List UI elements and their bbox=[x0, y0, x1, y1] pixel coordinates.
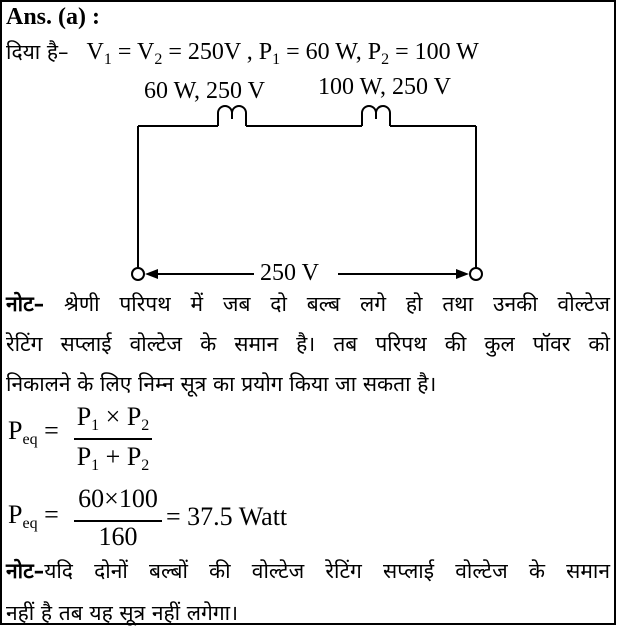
arrow-left-head-icon bbox=[145, 269, 158, 279]
formula1-denominator: $P_1 + P_2$ bbox=[76, 442, 150, 474]
formula2-denominator: 160 bbox=[98, 522, 138, 551]
bulb1-label: 60 W, 250 V bbox=[144, 78, 265, 104]
v2-subscript: 2 bbox=[154, 51, 163, 68]
formula1-fraction-bar bbox=[74, 438, 152, 440]
series-circuit-diagram bbox=[2, 2, 614, 292]
note2-paragraph bbox=[6, 550, 610, 634]
bulb1-icon bbox=[218, 106, 246, 126]
note2-prefix: नोट– bbox=[6, 559, 45, 583]
v-symbol: V bbox=[86, 39, 104, 65]
note1-prefix: नोट– bbox=[6, 292, 45, 316]
bulb2-icon bbox=[362, 106, 390, 126]
note2-line1: नोट–यदि दोनों बल्बों की वोल्टेज रेटिंग सप्लाई वोल्टेज के समान bbox=[6, 559, 610, 583]
note1-line2: रेटिंग सप्लाई वोल्टेज के समान है। तब परिपथ की कुल पॉवर को bbox=[6, 332, 610, 356]
arrow-right-head-icon bbox=[456, 269, 469, 279]
supply-voltage-label: 250 V bbox=[260, 260, 319, 286]
v-symbol: V bbox=[137, 39, 155, 65]
note1-paragraph bbox=[6, 284, 610, 404]
note1-line1: नोट– श्रेणी परिपथ में जब दो बल्ब लगे हो तथा उनकी वोल्टेज bbox=[6, 292, 610, 316]
formula2-numerator: 60×100 bbox=[78, 484, 158, 513]
formula2-result: = 37.5 Watt bbox=[166, 502, 288, 531]
p2-subscript: 2 bbox=[381, 51, 390, 68]
given-label: दिया है– bbox=[6, 40, 69, 64]
p-symbol: P bbox=[258, 39, 273, 65]
p2-value: = 100 W bbox=[389, 39, 479, 65]
right-terminal-icon bbox=[470, 268, 482, 280]
note1-line3: निकालने के लिए निम्न सूत्र का प्रयोग किया जा सकता है। bbox=[6, 372, 437, 396]
p-symbol: P bbox=[367, 39, 382, 65]
bulb2-label: 100 W, 250 V bbox=[318, 74, 451, 100]
left-terminal-icon bbox=[132, 268, 144, 280]
formula1-lhs: $P_{eq}$ = bbox=[8, 416, 59, 448]
p1-value: = 60 W, bbox=[280, 39, 368, 65]
equals: = bbox=[111, 39, 137, 65]
p1-subscript: 1 bbox=[272, 51, 281, 68]
note2-line2: नहीं है तब यह सूत्र नहीं लगेगा। bbox=[6, 601, 239, 625]
formula2-lhs: $P_{eq}$ = bbox=[8, 500, 59, 532]
answer-heading: Ans. (a) : bbox=[6, 4, 100, 30]
v-value: = 250V , bbox=[162, 39, 253, 65]
formula1-numerator: $P_1 \times P_2$ bbox=[76, 402, 150, 434]
v1-subscript: 1 bbox=[103, 51, 112, 68]
